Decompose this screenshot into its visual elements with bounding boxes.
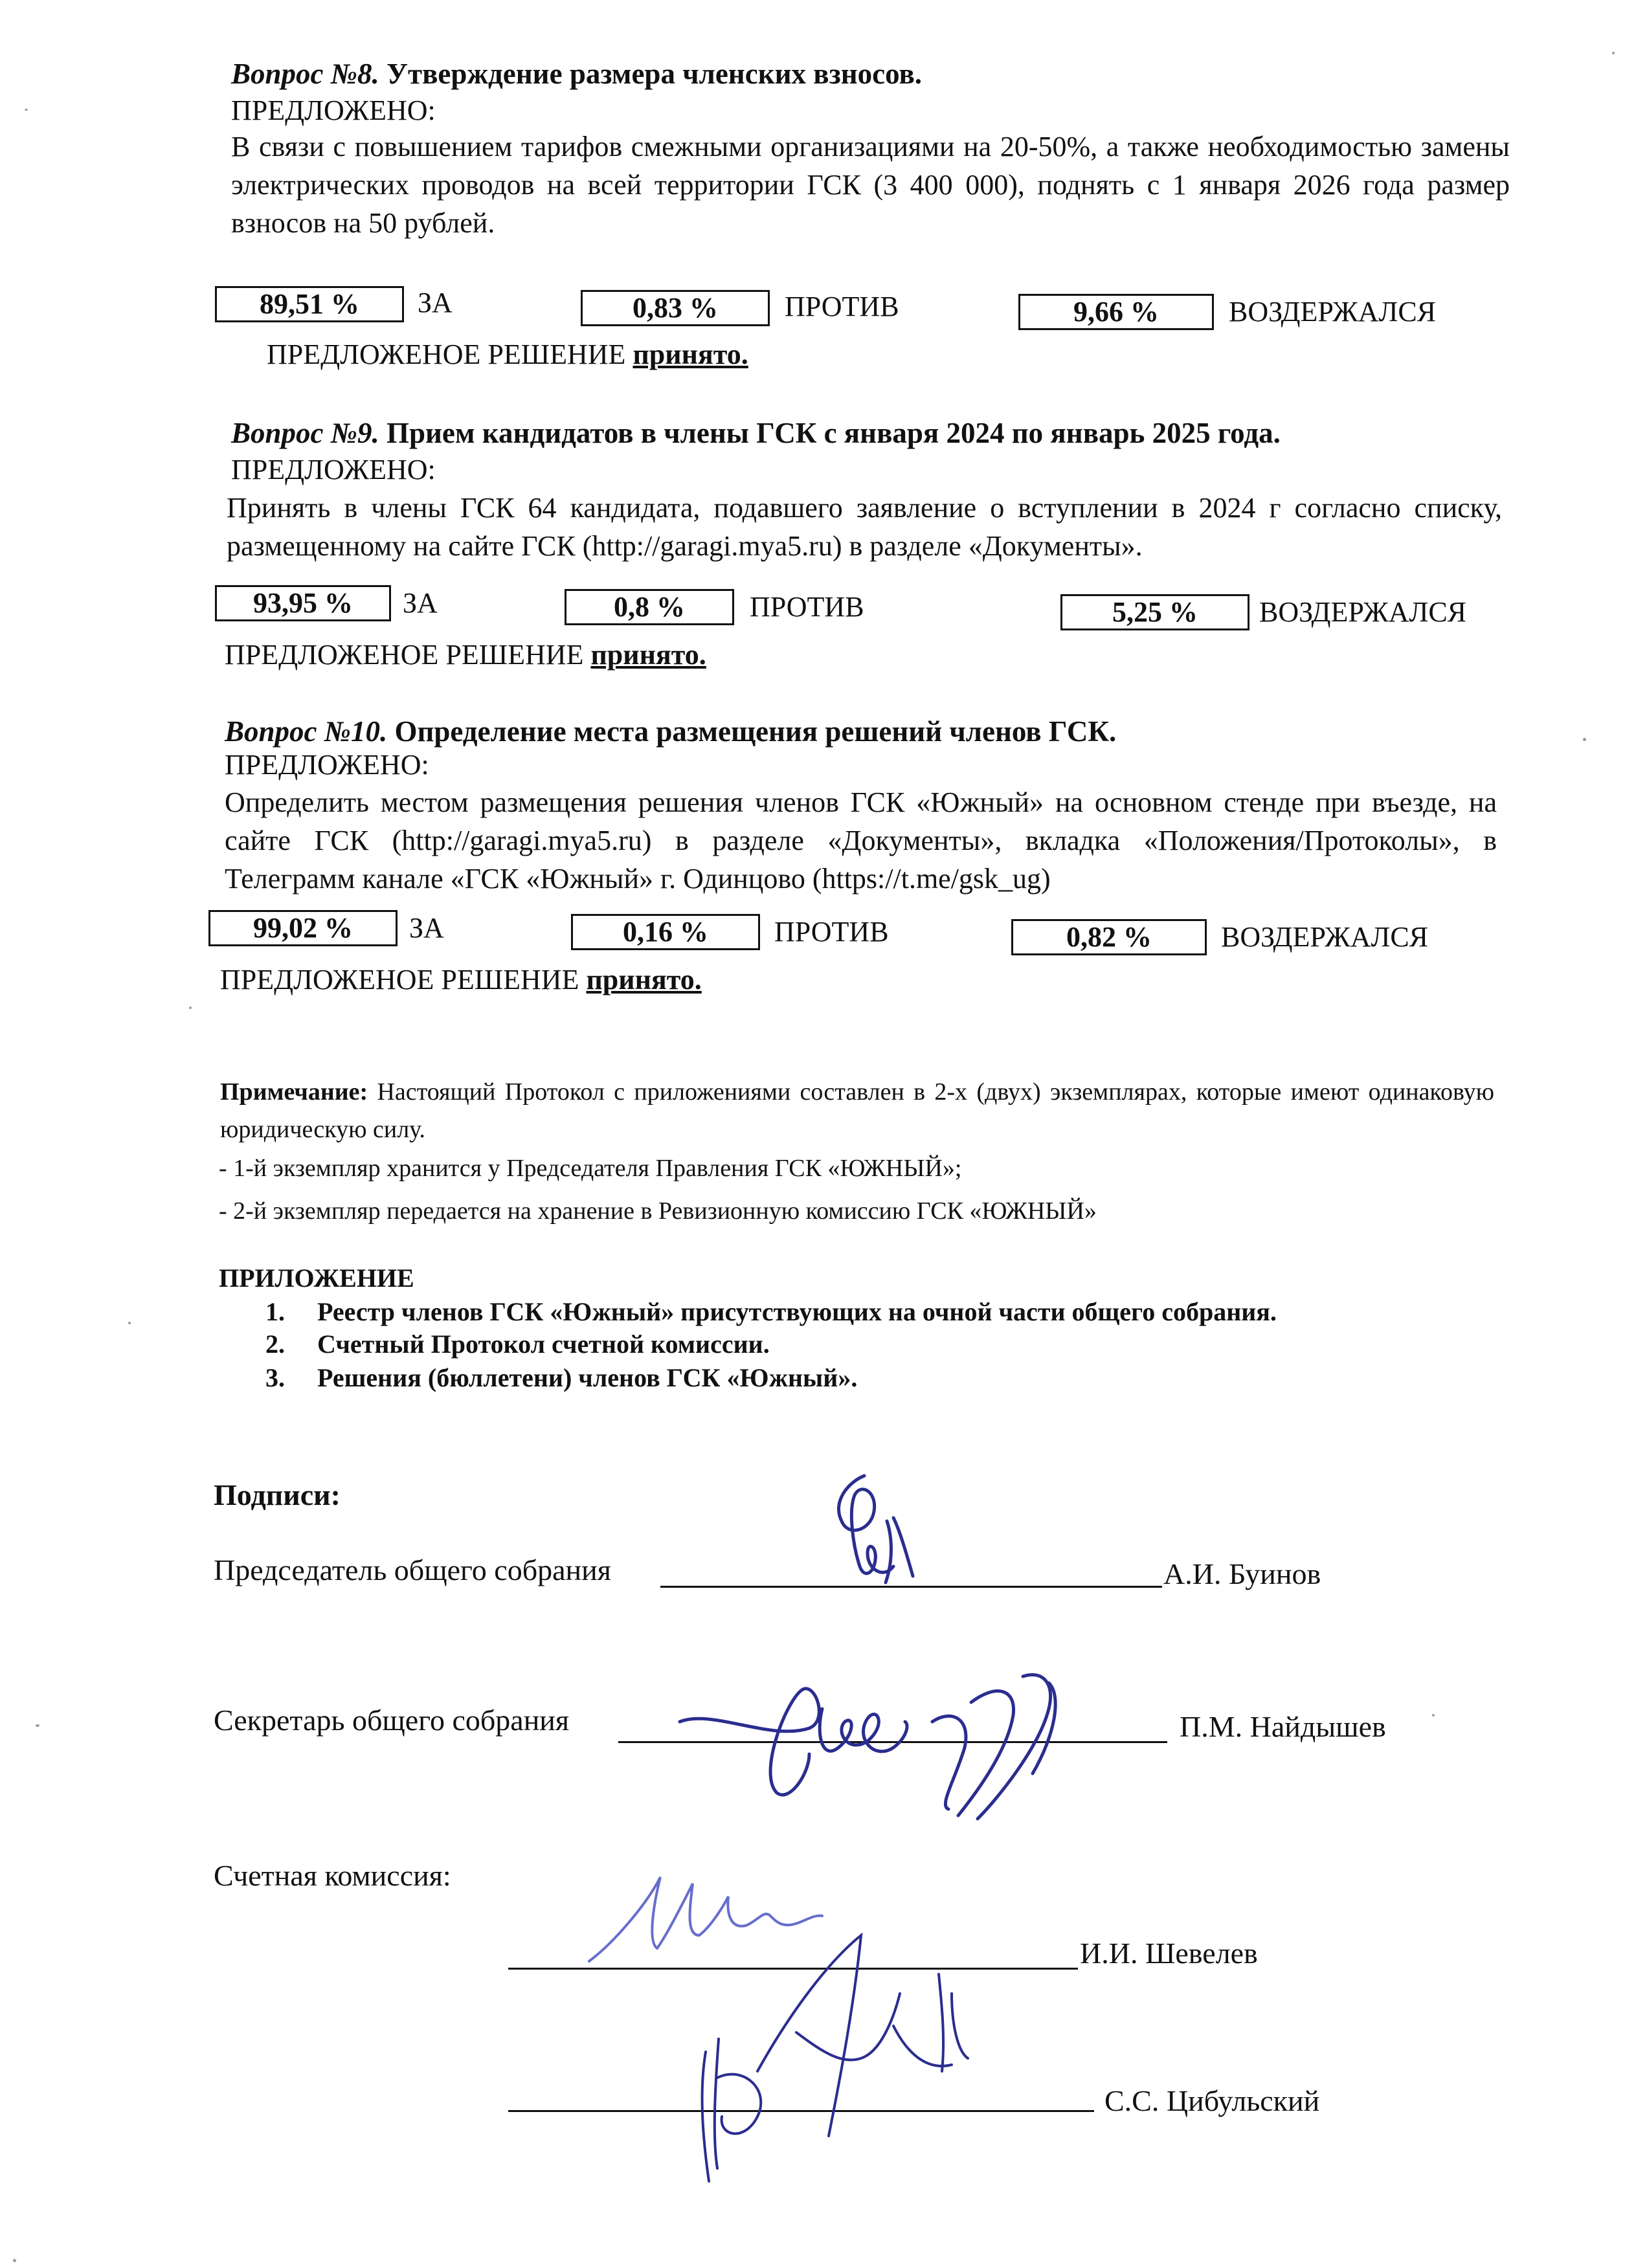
vote-against-box: 0,83 %	[581, 290, 770, 326]
scan-speck	[13, 2259, 16, 2262]
appendix-title: ПРИЛОЖЕНИЕ	[219, 1263, 414, 1293]
vote-against-label: ПРОТИВ	[750, 591, 864, 623]
decision-line	[267, 338, 748, 372]
note-text: Настоящий Протокол с приложениями составлен в 2-х (двух) экземплярах, которые имеют одинаковую юридическую силу.	[220, 1078, 1495, 1143]
scan-speck	[36, 1724, 39, 1727]
decision-label: ПРЕДЛОЖЕНОЕ РЕШЕНИЕ	[220, 964, 579, 995]
vote-abstain-box: 9,66 %	[1018, 294, 1214, 330]
scan-speck	[1432, 1714, 1435, 1717]
secretary-label: Секретарь общего собрания	[214, 1704, 570, 1737]
secretary-name: П.М. Найдышев	[1180, 1710, 1386, 1743]
vote-against-box: 0,8 %	[565, 589, 734, 625]
vote-for-label: ЗА	[403, 587, 438, 619]
decision-line	[225, 638, 706, 672]
note-paragraph	[220, 1073, 1494, 1148]
appendix-item-text: Решения (бюллетени) членов ГСК «Южный».	[317, 1363, 858, 1392]
secretary-signature	[660, 1644, 1114, 1838]
decision-status: принято.	[633, 339, 748, 370]
scan-speck	[1612, 52, 1615, 54]
vote-for-box: 99,02 %	[208, 910, 398, 946]
decision-label: ПРЕДЛОЖЕНОЕ РЕШЕНИЕ	[225, 639, 584, 671]
question-8-heading	[231, 57, 922, 91]
vote-abstain-label: ВОЗДЕРЖАЛСЯ	[1221, 921, 1429, 953]
appendix-item-number: 1.	[265, 1297, 285, 1326]
vote-abstain-label: ВОЗДЕРЖАЛСЯ	[1259, 596, 1467, 628]
proposed-label: ПРЕДЛОЖЕНО:	[225, 749, 429, 781]
question-title: Определение места размещения решений членов ГСК.	[394, 715, 1117, 748]
scan-speck	[128, 1322, 131, 1324]
appendix-item-number: 2.	[265, 1329, 285, 1359]
vote-for-label: ЗА	[418, 287, 453, 318]
appendix-item	[265, 1296, 1277, 1328]
question-body: Принять в члены ГСК 64 кандидата, подавшего заявление о вступлении в 2024 г согласно списку, размещенному на сайте ГСК (http://garagi.mya5.ru) в разделе «Документы».	[227, 492, 1502, 562]
decision-label: ПРЕДЛОЖЕНОЕ РЕШЕНИЕ	[267, 339, 626, 370]
appendix-item	[265, 1362, 857, 1394]
commission-label: Счетная комиссия:	[214, 1859, 451, 1892]
question-10-heading	[225, 715, 1116, 748]
appendix-item	[265, 1328, 770, 1361]
chairman-label: Председатель общего собрания	[214, 1553, 611, 1586]
appendix-item-text: Реестр членов ГСК «Южный» присутствующих на очной части общего собрания.	[317, 1297, 1277, 1326]
vote-abstain-box: 5,25 %	[1060, 594, 1249, 630]
question-title: Прием кандидатов в члены ГСК с января 2024 по январь 2025 года.	[386, 417, 1281, 449]
appendix-item-text: Счетный Протокол счетной комиссии.	[317, 1329, 770, 1359]
note-copy-2: - 2-й экземпляр передается на хранение в Ревизионную комиссию ГСК «ЮЖНЫЙ»	[219, 1197, 1097, 1225]
decision-line	[220, 963, 702, 997]
chairman-signature	[803, 1456, 932, 1605]
note-label: Примечание:	[220, 1078, 368, 1106]
question-number: Вопрос №10.	[225, 715, 388, 748]
question-title: Утверждение размера членских взносов.	[386, 58, 923, 90]
question-9-heading	[231, 416, 1281, 450]
note-copy-1: - 1-й экземпляр хранится у Председателя Правления ГСК «ЮЖНЫЙ»;	[219, 1155, 962, 1182]
proposed-label: ПРЕДЛОЖЕНО:	[231, 94, 436, 126]
vote-abstain-box: 0,82 %	[1011, 919, 1207, 955]
scan-speck	[1583, 738, 1586, 741]
signatures-title: Подписи:	[214, 1478, 341, 1511]
vote-for-box: 89,51 %	[215, 286, 404, 322]
member2-signature	[647, 1922, 984, 2194]
scan-speck	[25, 109, 28, 111]
question-number: Вопрос №9.	[231, 417, 379, 449]
scan-speck	[189, 1006, 192, 1009]
vote-against-label: ПРОТИВ	[774, 916, 889, 948]
member1-name: И.И. Шевелев	[1080, 1937, 1258, 1970]
question-number: Вопрос №8.	[231, 58, 379, 90]
decision-status: принято.	[590, 639, 706, 671]
vote-against-label: ПРОТИВ	[785, 291, 899, 322]
decision-status: принято.	[586, 964, 702, 995]
question-body: В связи с повышением тарифов смежными организациями на 20-50%, а также необходимостью замены электрических проводов на всей территории ГСК (3 400 000), поднять с 1 января 2026 года размер взносов на 50 рублей.	[231, 131, 1510, 239]
member2-name: С.С. Цибульский	[1104, 2084, 1320, 2117]
vote-against-box: 0,16 %	[571, 914, 760, 950]
vote-for-box: 93,95 %	[215, 585, 391, 621]
vote-for-label: ЗА	[409, 912, 444, 944]
chairman-name: А.И. Буинов	[1163, 1557, 1321, 1590]
question-body: Определить местом размещения решения членов ГСК «Южный» на основном стенде при въезде, на сайте ГСК (http://garagi.mya5.ru) в разделе «Документы», вкладка «Положения/Протоколы», в Телеграмм канале «ГСК «Южный» г. Одинцово (https://t.me/gsk_ug)	[225, 786, 1497, 895]
proposed-label: ПРЕДЛОЖЕНО:	[231, 454, 436, 485]
vote-abstain-label: ВОЗДЕРЖАЛСЯ	[1229, 296, 1437, 328]
appendix-item-number: 3.	[265, 1363, 285, 1392]
